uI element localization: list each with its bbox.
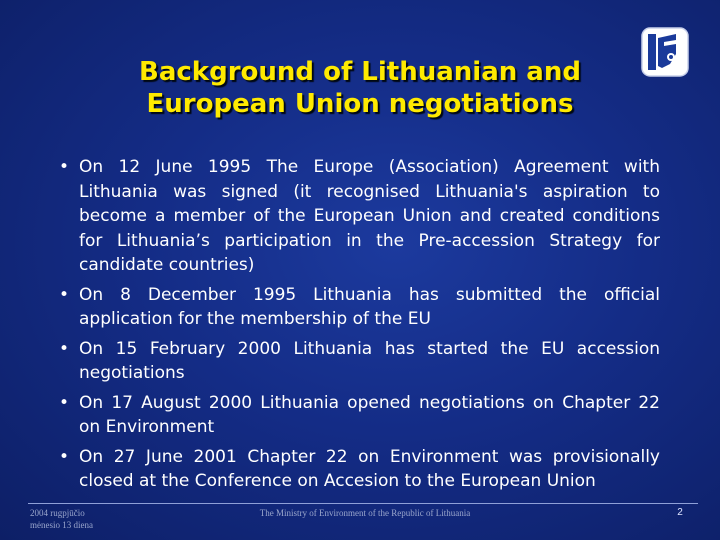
slide-title-line-2: European Union negotiations [146, 89, 574, 119]
footer-date-line-2: mėnesio 13 diena [30, 520, 93, 530]
bullet-icon: • [58, 284, 70, 305]
bullet-text: On 27 June 2001 Chapter 22 on Environment was provisionally closed at the Conference on Accesion to the European Union [79, 446, 660, 491]
bullet-text: On 15 February 2000 Lithuania has started the EU accession negotiations [79, 338, 660, 383]
ministry-logo-icon [640, 24, 690, 80]
footer-divider [28, 503, 698, 504]
footer-organization: The Ministry of Environment of the Republic of Lithuania [259, 508, 471, 518]
bullet-icon: • [58, 338, 70, 359]
list-item [58, 391, 660, 440]
bullet-icon: • [58, 157, 70, 177]
page-number: 2 [677, 507, 683, 518]
bullet-list [58, 155, 660, 499]
footer-date [30, 507, 150, 531]
footer-date-line-1: 2004 rugpjūčio [30, 508, 85, 518]
list-item [58, 155, 660, 278]
list-item [58, 337, 660, 386]
list-item [58, 283, 660, 332]
bullet-text: On 8 December 1995 Lithuania has submitted the official application for the membership of the EU [79, 284, 660, 329]
bullet-icon: • [58, 392, 70, 413]
bullet-text: On 17 August 2000 Lithuania opened negotiations on Chapter 22 on Environment [79, 392, 660, 437]
slide-title [90, 56, 630, 120]
slide-title-line-1: Background of Lithuanian and [139, 57, 581, 87]
bullet-text: On 12 June 1995 The Europe (Association) Agreement with Lithuania was signed (it recognised Lithuania's aspiration to become a member of the European Union and created conditions for Lithuania’s participation in the Pre-accession Strategy for candidate countries) [79, 157, 660, 275]
bullet-icon: • [58, 446, 70, 467]
list-item [58, 445, 660, 494]
